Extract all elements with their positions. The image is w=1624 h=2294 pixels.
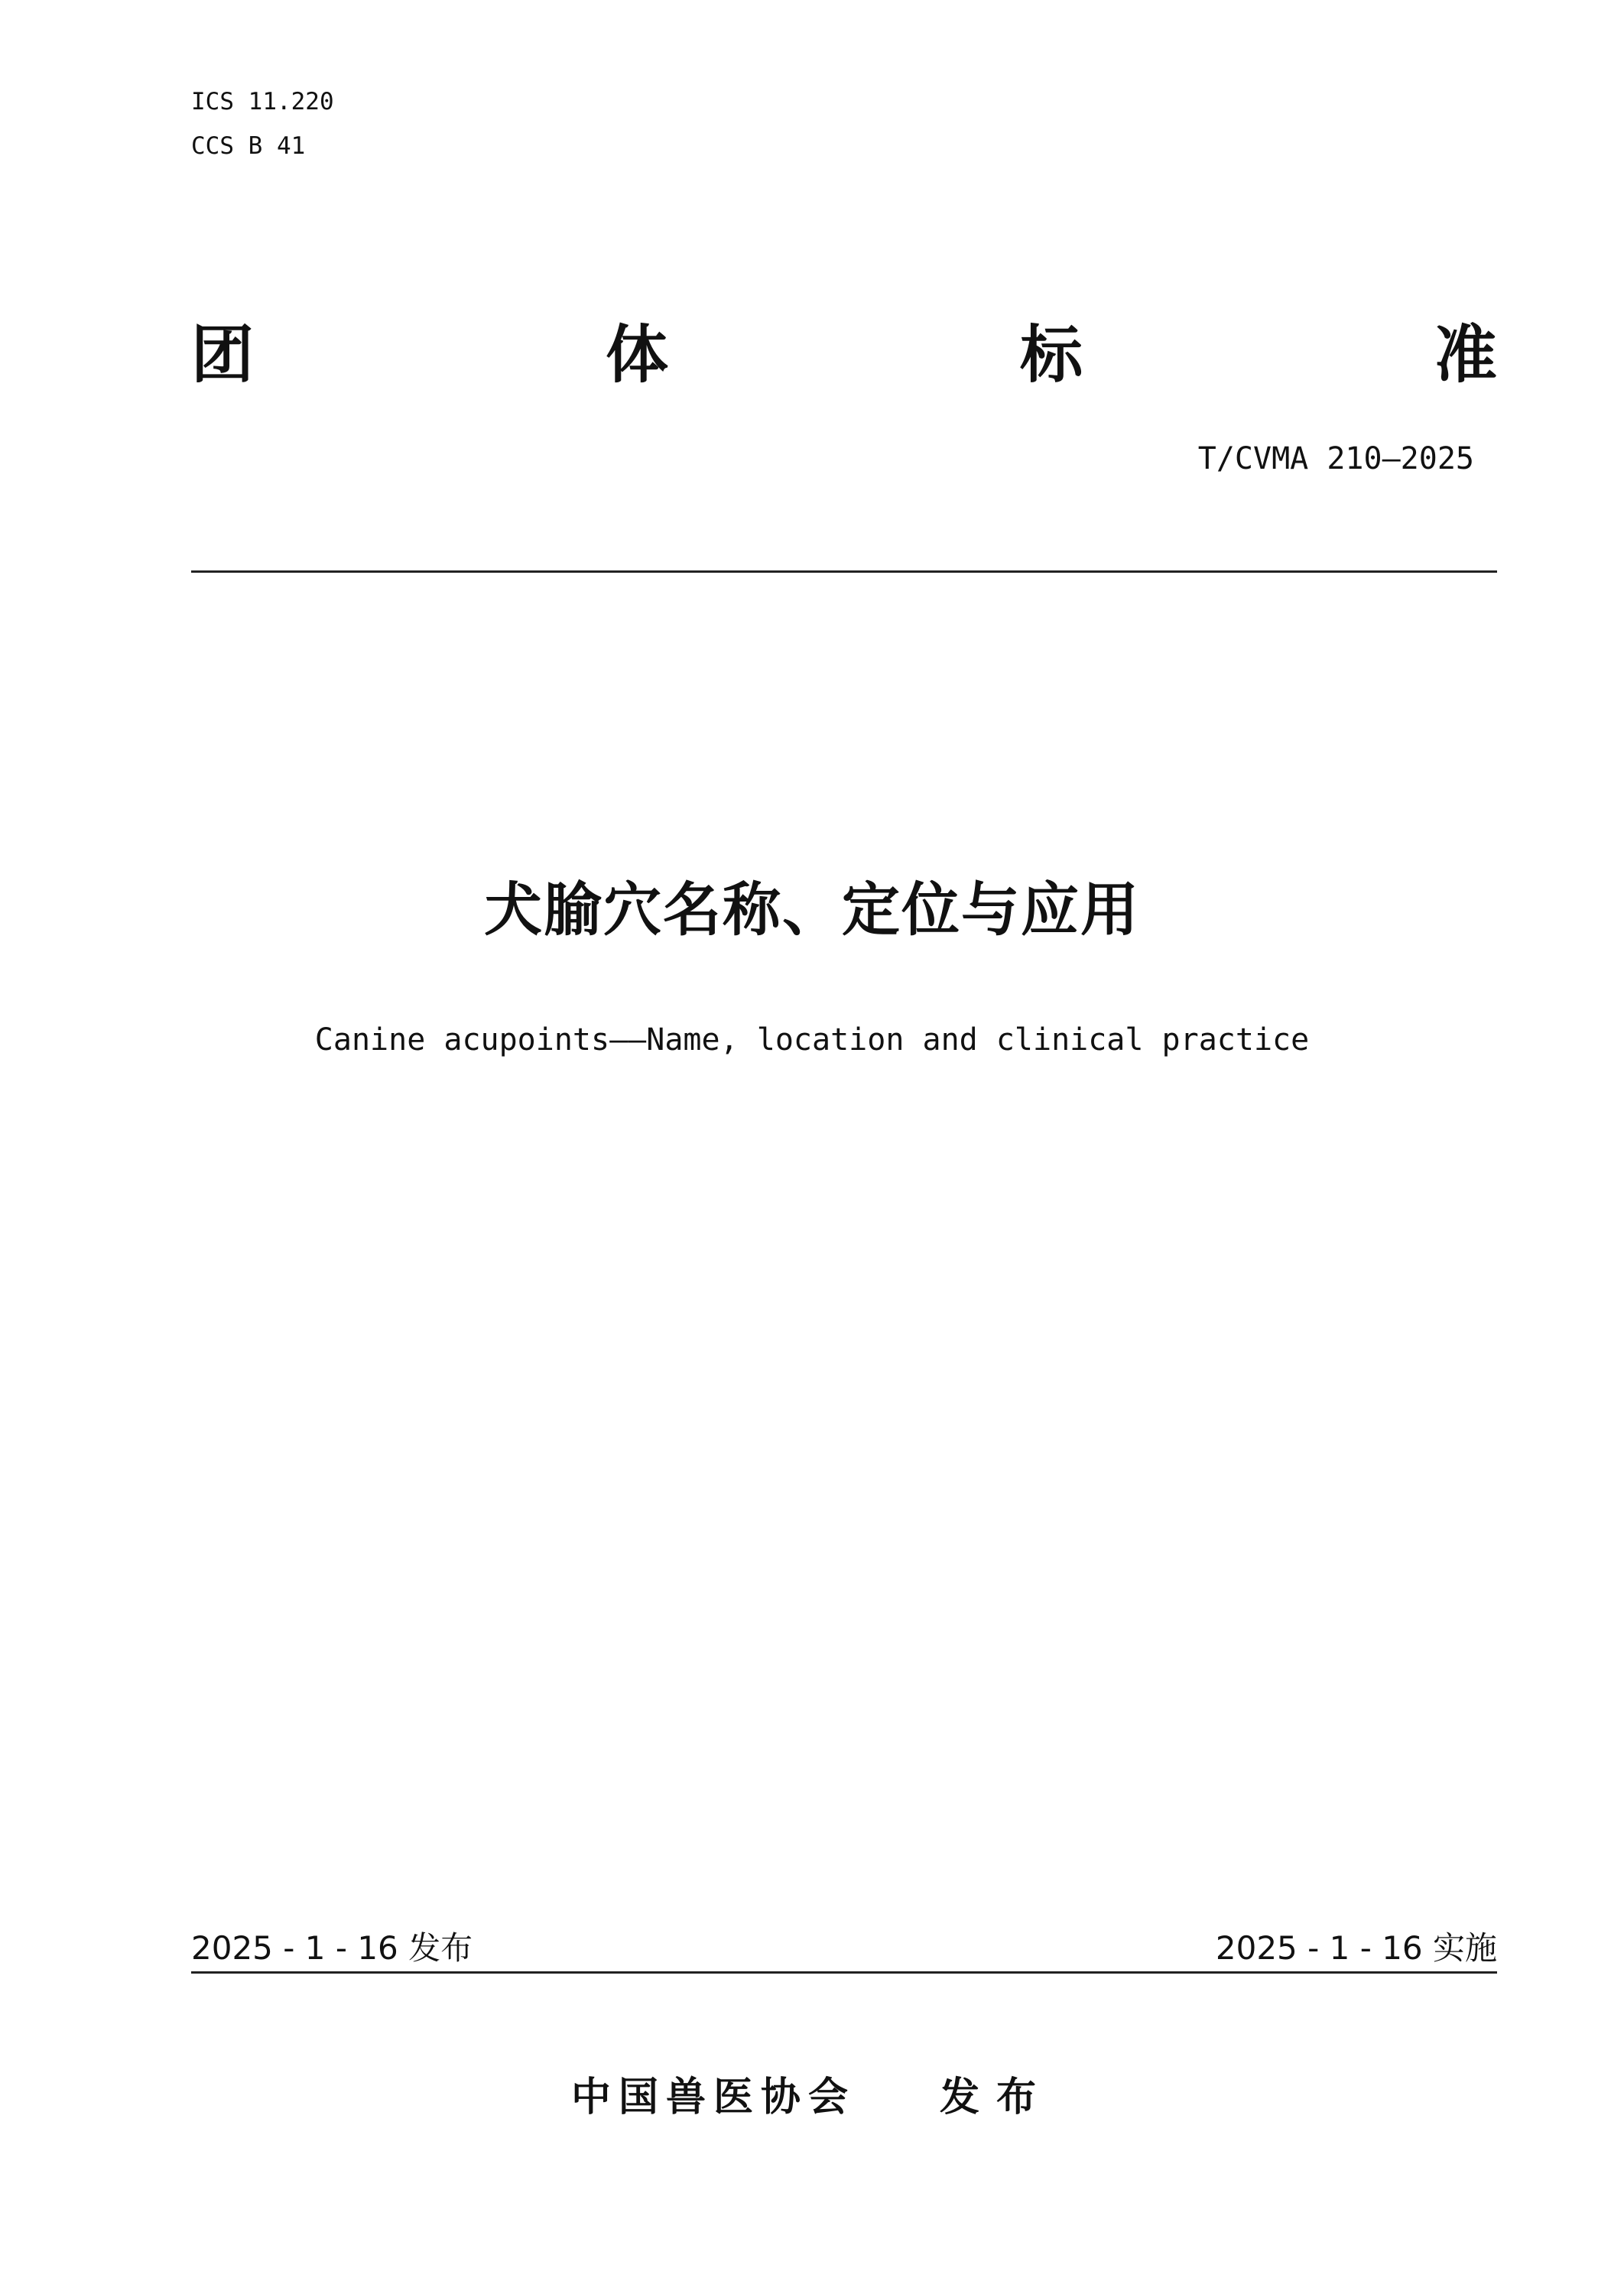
publisher-line xyxy=(0,2068,1624,2127)
issue-date: 2025 - 1 - 16 发布 xyxy=(191,1929,473,1967)
standard-type-char: 准 xyxy=(1434,319,1497,392)
standard-type-char: 体 xyxy=(605,319,668,392)
standard-type-char: 团 xyxy=(191,319,255,392)
publisher-action: 发布 xyxy=(940,2075,1054,2120)
classification-codes xyxy=(191,80,334,168)
document-title-cn: 犬腧穴名称、定位与应用 xyxy=(484,876,1140,944)
document-title-en: Canine acupoints——Name, location and clinical practice xyxy=(314,1022,1310,1058)
publisher-organization: 中国兽医协会 xyxy=(570,2075,856,2120)
top-divider xyxy=(191,570,1497,573)
implementation-date: 2025 - 1 - 16 实施 xyxy=(1215,1929,1497,1967)
ics-code: ICS 11.220 xyxy=(191,88,334,115)
standard-type-heading xyxy=(191,314,1497,398)
standard-type-char: 标 xyxy=(1019,319,1083,392)
bottom-divider xyxy=(191,1971,1497,1974)
ccs-code: CCS B 41 xyxy=(191,132,306,160)
standard-number: T/CVMA 210—2025 xyxy=(1197,441,1474,476)
